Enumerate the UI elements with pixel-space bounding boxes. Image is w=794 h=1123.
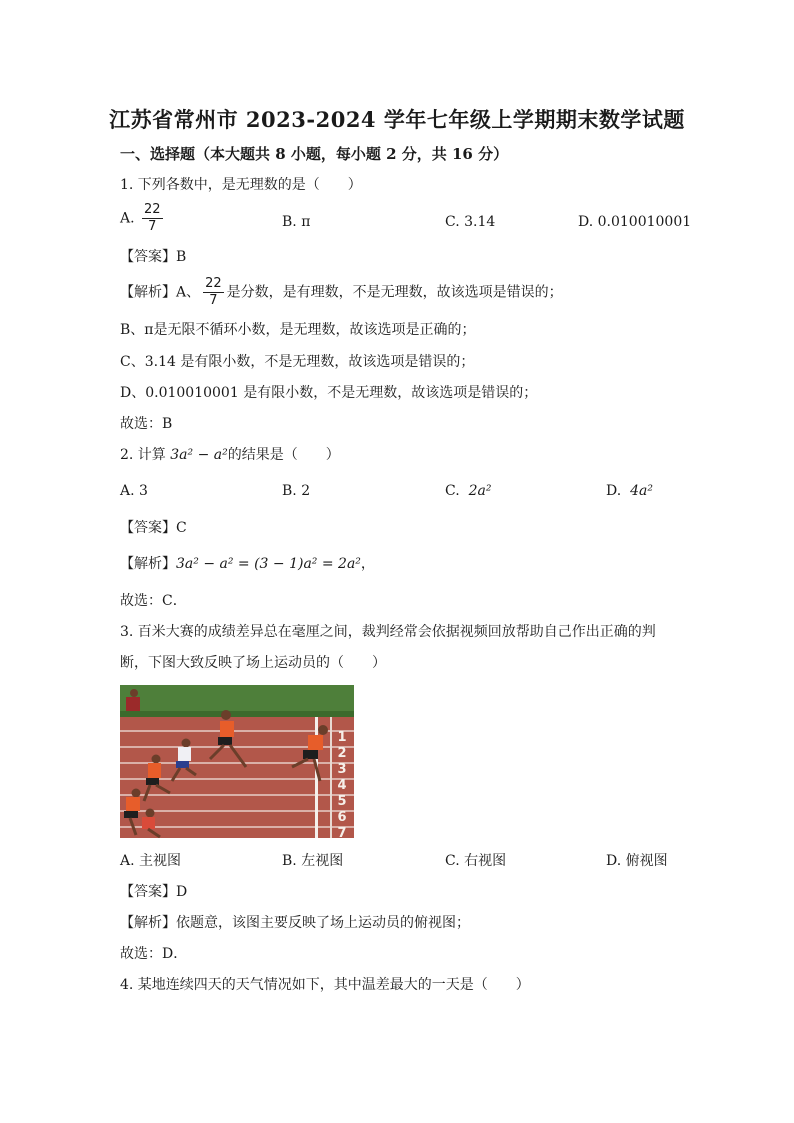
lane-number: 5 [337, 794, 347, 809]
q1-option-c: C. 3.14 [445, 214, 496, 230]
q1-option-b: B. π [282, 214, 311, 230]
q1-explanation-d: D、0.010010001 是有限小数，不是无理数，故该选项是错误的； [120, 385, 538, 401]
lane-numbers [337, 730, 346, 838]
q2-option-b: B. 2 [282, 483, 311, 499]
lane-number: 7 [337, 826, 347, 838]
q1-answer: 【答案】B [120, 249, 187, 265]
q3-choose: 故选：D． [120, 946, 188, 962]
q1-option-a-fraction [142, 202, 163, 235]
q3-explanation: 【解析】依题意，该图主要反映了场上运动员的俯视图； [120, 915, 470, 931]
q1-stem: 1. 下列各数中，是无理数的是（ ） [120, 177, 362, 193]
q2-explanation-suffix: ， [360, 556, 375, 572]
q2-stem-suffix: 的结果是（ ） [227, 447, 340, 463]
fraction-denominator: 7 [148, 219, 157, 234]
q2-explanation-expression: 3a² − a² = (3 − 1)a² = 2a² [176, 556, 361, 572]
q1-explanation-a [120, 276, 563, 309]
lane-number: 4 [337, 778, 347, 793]
q1-choose: 故选：B [120, 416, 173, 432]
q2-option-c-label: C. [445, 483, 460, 499]
fraction-numerator: 22 [144, 202, 161, 217]
q3-option-d: D. 俯视图 [606, 853, 668, 869]
q2-option-c-expression: 2a² [468, 483, 492, 499]
q1-option-a [120, 202, 166, 235]
section-heading: 一、选择题（本大题共 8 小题，每小题 2 分，共 16 分） [120, 145, 509, 163]
lane-number: 1 [337, 730, 347, 745]
q1-explanation-fraction [203, 276, 224, 309]
fraction-denominator: 7 [209, 293, 218, 308]
q2-explanation-label: 【解析】 [120, 556, 176, 572]
q2-stem-expression: 3a² − a² [170, 447, 228, 463]
q1-explanation-a-text: 是分数，是有理数，不是无理数，故该选项是错误的； [226, 284, 563, 301]
q2-option-d-expression: 4a² [630, 483, 653, 499]
q2-stem-prefix: 2. 计算 [120, 447, 171, 463]
q2-choose: 故选：C． [120, 593, 187, 609]
q2-option-d-label: D. [606, 483, 622, 499]
q1-option-a-label: A. [120, 210, 135, 227]
q1-explanation-b: B、π是无限不循环小数，是无理数，故该选项是正确的； [120, 322, 476, 338]
q3-option-c: C. 右视图 [445, 853, 507, 869]
q3-option-b: B. 左视图 [282, 853, 344, 869]
q3-answer: 【答案】D [120, 884, 188, 900]
page-title: 江苏省常州市 2023-2024 学年七年级上学期期末数学试题 [109, 107, 685, 132]
q2-stem [120, 445, 340, 465]
q4-stem: 4. 某地连续四天的天气情况如下，其中温差最大的一天是（ ） [120, 977, 530, 993]
q1-explanation-label: 【解析】A、 [120, 284, 201, 301]
q1-explanation-c: C、3.14 是有限小数，不是无理数，故该选项是错误的； [120, 354, 475, 370]
sprint-finish-photo [120, 685, 354, 838]
fraction-numerator: 22 [205, 276, 222, 291]
lane-number: 3 [337, 762, 347, 777]
lane-number: 6 [337, 810, 347, 825]
q2-option-c [445, 481, 491, 501]
q2-option-d [606, 481, 653, 501]
q3-stem-line2: 断，下图大致反映了场上运动员的（ ） [120, 655, 386, 671]
q2-option-a: A. 3 [120, 483, 148, 499]
q3-option-a: A. 主视图 [120, 853, 182, 869]
q2-explanation [120, 554, 375, 574]
q1-option-d: D. 0.010010001 [578, 214, 692, 230]
q3-stem-line1: 3. 百米大赛的成绩差异总在毫厘之间，裁判经常会依据视频回放帮助自己作出正确的判 [120, 624, 656, 640]
q2-answer: 【答案】C [120, 520, 187, 536]
lane-number: 2 [337, 746, 347, 761]
sprint-finish-illustration [120, 685, 354, 838]
